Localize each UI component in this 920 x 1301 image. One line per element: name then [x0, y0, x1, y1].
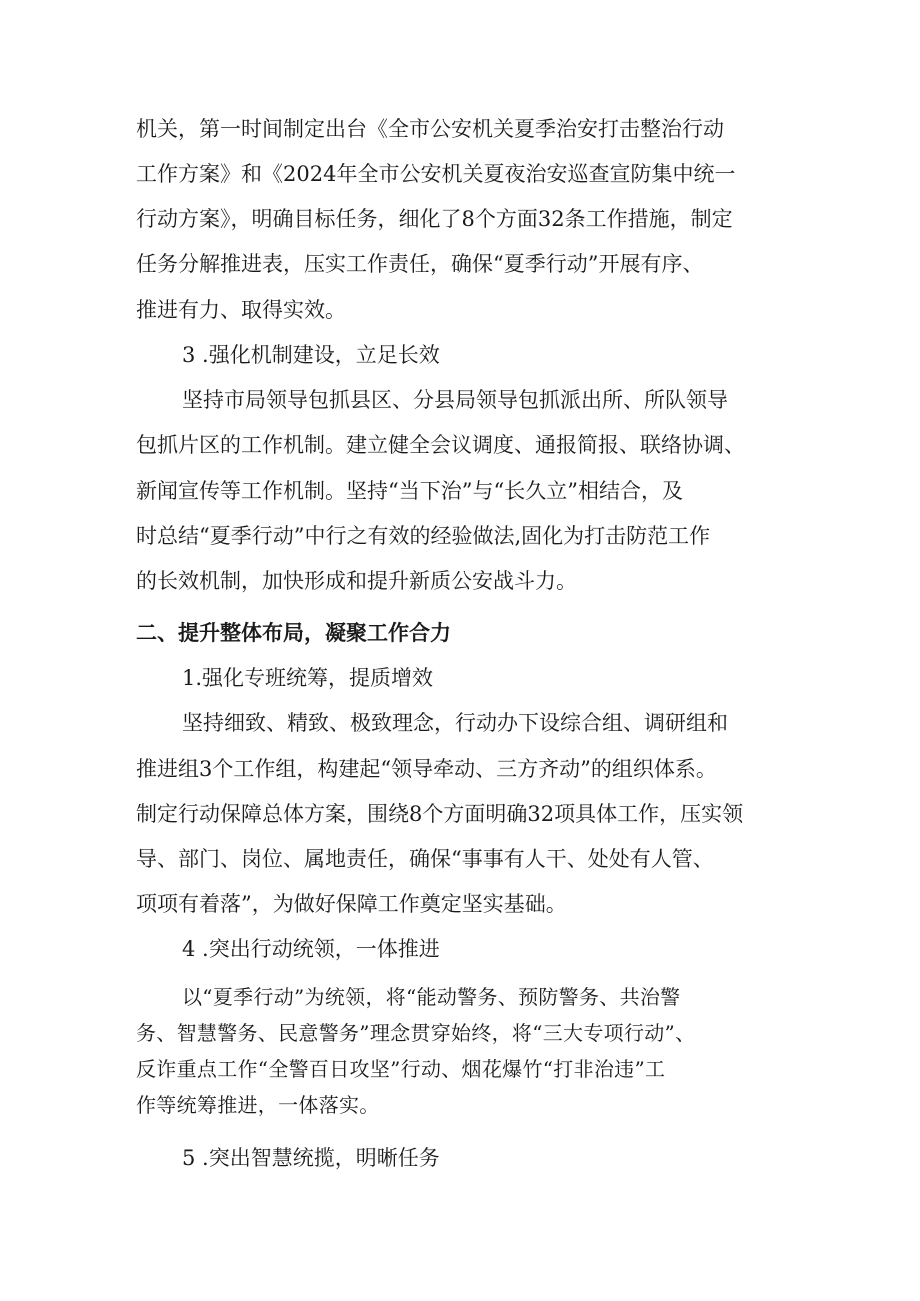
paragraph-line: 项项有着落”，为做好保障工作奠定坚实基础。	[136, 892, 567, 916]
paragraph-line: 坚持市局领导包抓县区、分县局领导包抓派出所、所队领导	[182, 388, 728, 412]
paragraph-line: 以“夏季行动”为统领，将“能动警务、预防警务、共治警	[182, 985, 681, 1009]
subsection-heading: 5 .突出智慧统揽，明晰任务	[182, 1146, 440, 1170]
paragraph-line: 机关，第一时间制定出台《全市公安机关夏季治安打击整治行动	[136, 117, 724, 141]
paragraph-line: 包抓片区的工作机制。建立健全会议调度、通报简报、联络协调、	[136, 433, 745, 457]
subsection-heading: 3 .强化机制建设，立足长效	[182, 343, 440, 367]
paragraph-line: 推进有力、取得实效。	[136, 298, 346, 322]
paragraph-line: 务、智慧警务、民意警务”理念贯穿始终，将“三大专项行动”、	[136, 1021, 696, 1045]
paragraph-line: 制定行动保障总体方案，围绕8个方面明确32项具体工作，压实领	[136, 802, 744, 826]
paragraph-line: 导、部门、岗位、属地责任，确保“事事有人干、处处有人管、	[136, 847, 714, 871]
paragraph-line: 的长效机制，加快形成和提升新质公安战斗力。	[136, 569, 577, 593]
paragraph-line: 作等统筹推进，一体落实。	[136, 1093, 380, 1117]
subsection-heading: 4 .突出行动统领，一体推进	[182, 937, 440, 961]
paragraph-line: 新闻宣传等工作机制。坚持“当下治”与“长久立”相结合，及	[136, 479, 683, 503]
paragraph-line: 工作方案》和《2024年全市公安机关夏夜治安巡查宣防集中统一	[136, 162, 736, 186]
subsection-heading: 1.强化专班统筹，提质增效	[182, 666, 434, 690]
section-heading: 二、提升整体布局，凝聚工作合力	[136, 621, 451, 645]
paragraph-line: 反诈重点工作“全警百日攻坚”行动、烟花爆竹“打非治违”工	[136, 1057, 666, 1081]
paragraph-line: 坚持细致、精致、极致理念，行动办下设综合组、调研组和	[182, 711, 728, 735]
paragraph-line: 行动方案》，明确目标任务，细化了8个方面32条工作措施，制定	[136, 207, 733, 231]
paragraph-line: 任务分解推进表，压实工作责任，确保“夏季行动”开展有序、	[136, 252, 704, 276]
paragraph-line: 推进组3个工作组，构建起“领导牵动、三方齐动”的组织体系。	[136, 757, 717, 781]
paragraph-line: 时总结“夏季行动”中行之有效的经验做法,固化为打击防范工作	[136, 524, 711, 548]
